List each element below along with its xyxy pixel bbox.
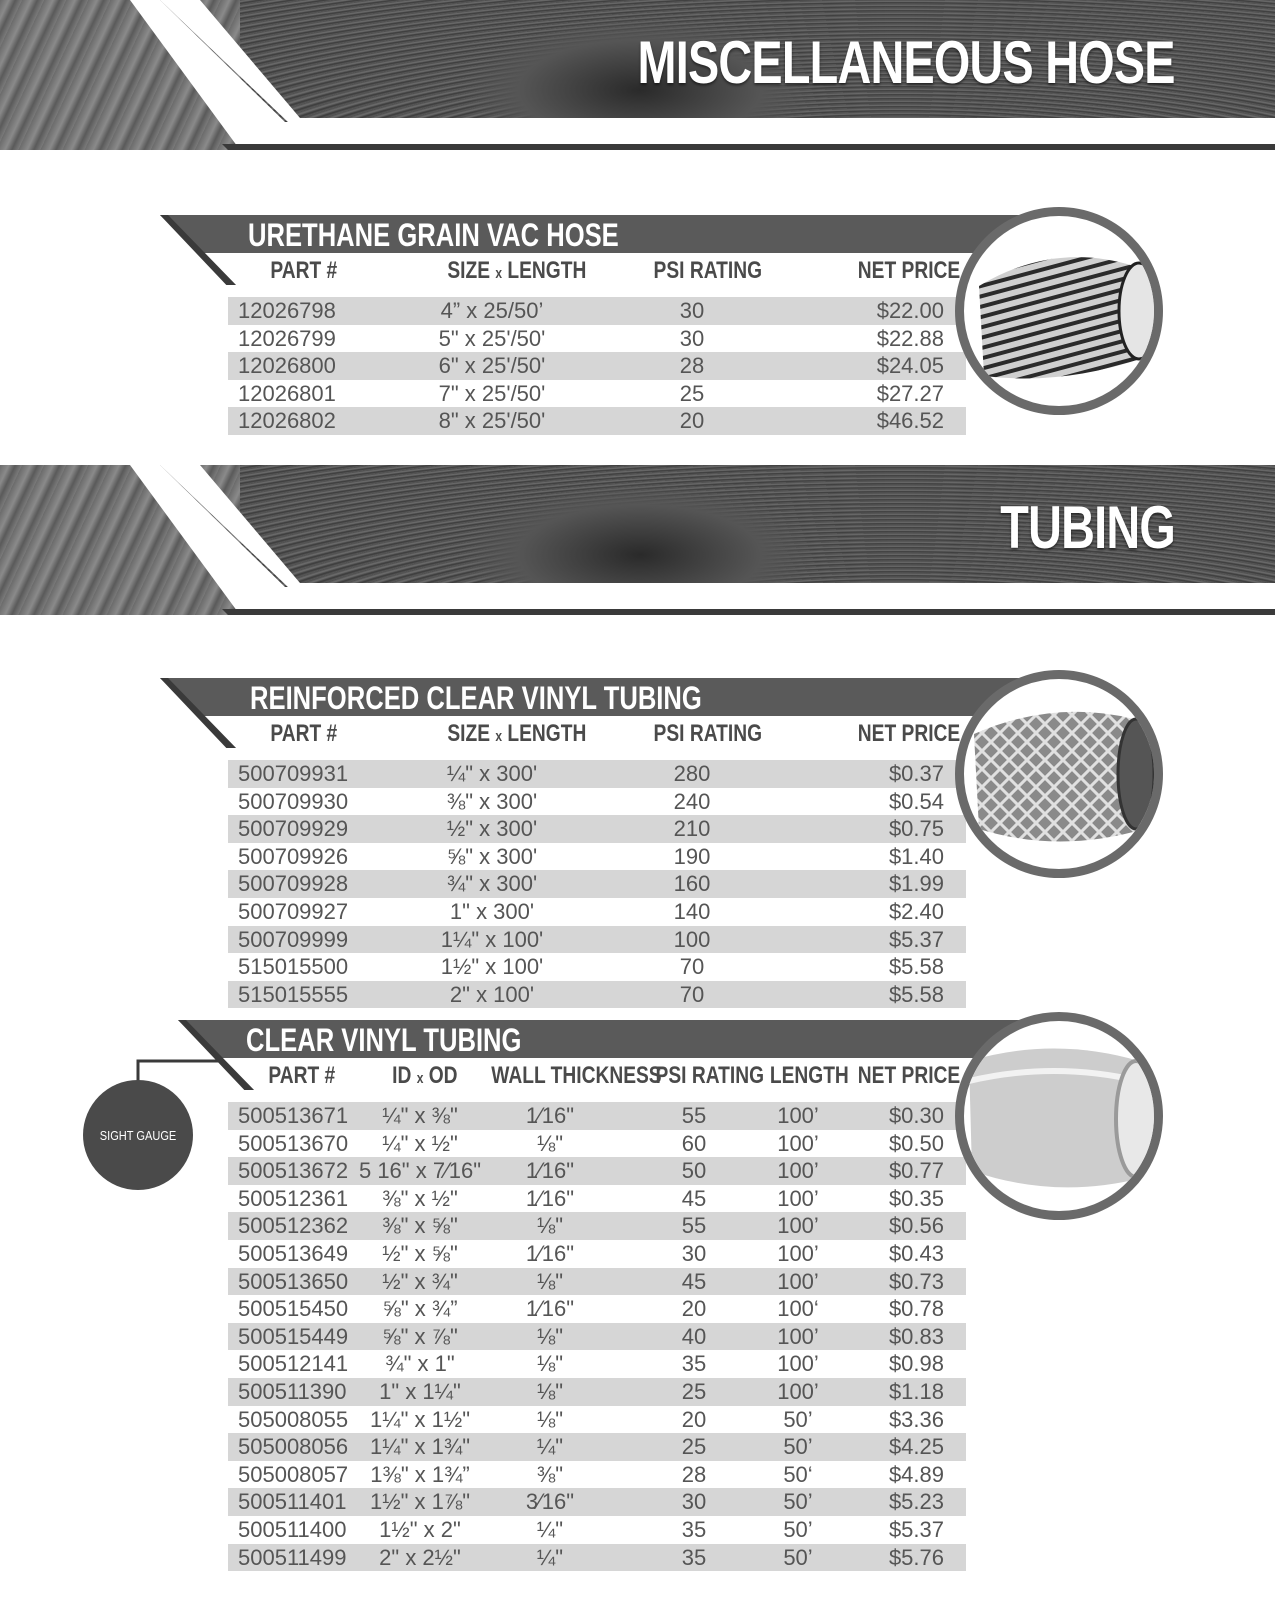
cell-psi: 210 <box>673 816 711 842</box>
cell-size: ⅝" x 300' <box>446 843 538 869</box>
cell-id-od: 1¼" x 1¾" <box>369 1434 471 1460</box>
section-title: CLEAR VINYL TUBING <box>246 1022 522 1058</box>
section-title: URETHANE GRAIN VAC HOSE <box>248 217 619 253</box>
cell-length: 50’ <box>783 1406 813 1432</box>
table-row <box>228 1350 966 1378</box>
header-price: NET PRICE <box>857 1062 961 1089</box>
header-price: NET PRICE <box>857 720 961 747</box>
cell-size: 1" x 300' <box>449 898 535 924</box>
cell-price: $1.99 <box>888 871 944 897</box>
cell-psi: 25 <box>679 380 705 406</box>
cell-part: 500709926 <box>238 843 349 869</box>
cell-price: $0.30 <box>888 1103 944 1128</box>
table-row <box>228 1488 966 1516</box>
cell-part: 500709929 <box>238 816 349 842</box>
cell-length: 100’ <box>777 1351 819 1377</box>
cell-price: $0.43 <box>888 1240 944 1266</box>
cell-price: $27.27 <box>876 380 944 406</box>
cell-size: 1½" x 100' <box>440 954 544 980</box>
cell-part: 500511400 <box>238 1516 347 1542</box>
cell-psi: 30 <box>681 1240 707 1266</box>
cell-price: $0.56 <box>888 1213 944 1239</box>
cell-psi: 240 <box>673 788 711 814</box>
cell-psi: 35 <box>681 1516 707 1542</box>
cell-length: 100’ <box>777 1158 819 1184</box>
cell-size: 6" x 25'/50' <box>438 353 546 379</box>
cell-length: 100’ <box>777 1103 819 1128</box>
cell-psi: 100 <box>673 926 711 952</box>
cell-price: $4.25 <box>888 1434 944 1460</box>
header-price: NET PRICE <box>857 257 961 284</box>
cell-id-od: 1¼" x 1½" <box>369 1406 471 1432</box>
cell-psi: 45 <box>681 1268 707 1294</box>
table-row <box>228 1323 966 1351</box>
cell-wall: ¼" <box>536 1544 564 1570</box>
table-row <box>228 1433 966 1461</box>
cell-length: 50’ <box>783 1489 813 1515</box>
cell-psi: 30 <box>679 325 705 351</box>
table-row <box>228 1185 966 1213</box>
table-row <box>228 981 966 1009</box>
table-row <box>228 1461 966 1489</box>
table-row <box>228 926 966 954</box>
cell-length: 50’ <box>783 1544 813 1570</box>
table-row <box>228 1102 966 1130</box>
cell-length: 50‘ <box>783 1461 813 1487</box>
cell-part: 12026802 <box>238 408 336 434</box>
cell-id-od: ½" x ¾" <box>382 1268 458 1294</box>
cell-part: 500709927 <box>238 898 349 924</box>
cell-wall: 1⁄16" <box>525 1240 575 1266</box>
cell-part: 505008056 <box>238 1434 349 1460</box>
table-row <box>228 1157 966 1185</box>
cell-part: 505008057 <box>238 1461 349 1487</box>
urethane-table <box>228 297 966 435</box>
cell-part: 500512361 <box>238 1185 349 1211</box>
table-row <box>228 815 966 843</box>
cell-psi: 28 <box>681 1461 707 1487</box>
cell-price: $22.00 <box>876 298 944 323</box>
cell-id-od: 1½" x 1⅞" <box>369 1489 471 1515</box>
cell-wall: ⅛" <box>536 1130 564 1156</box>
cell-price: $0.77 <box>888 1158 944 1184</box>
cell-price: $1.18 <box>888 1378 944 1404</box>
table-row <box>228 1130 966 1158</box>
cell-part: 500511390 <box>238 1378 347 1404</box>
cell-psi: 60 <box>681 1130 707 1156</box>
cell-id-od: ¼" x ⅜" <box>382 1103 458 1128</box>
table-row <box>228 1516 966 1544</box>
clear-tubing-photo <box>955 1012 1163 1220</box>
table-row <box>228 1240 966 1268</box>
braided-tubing-image <box>964 679 1154 869</box>
header-part: PART # <box>270 720 338 747</box>
cell-part: 500515449 <box>238 1323 349 1349</box>
cell-psi: 190 <box>673 843 711 869</box>
cell-length: 100’ <box>777 1323 819 1349</box>
cell-part: 500513670 <box>238 1130 349 1156</box>
cell-part: 500512362 <box>238 1213 349 1239</box>
cell-wall: ¼" <box>536 1516 564 1542</box>
cell-size: ⅜" x 300' <box>446 788 538 814</box>
table-row <box>228 843 966 871</box>
cell-wall: ¼" <box>536 1434 564 1460</box>
cell-part: 500709928 <box>238 871 349 897</box>
header-part: PART # <box>268 1062 336 1089</box>
cell-part: 12026800 <box>238 353 336 379</box>
cell-size: 8" x 25'/50' <box>438 408 546 434</box>
table-row <box>228 1406 966 1434</box>
cell-psi: 280 <box>673 761 711 786</box>
cell-length: 100‘ <box>777 1296 819 1322</box>
banner-title: TUBING <box>1000 494 1175 561</box>
cell-psi: 40 <box>681 1323 707 1349</box>
banner-title: MISCELLANEOUS HOSE <box>637 29 1175 96</box>
cell-size: 2" x 100' <box>449 981 535 1007</box>
cell-psi: 20 <box>679 408 705 434</box>
cell-wall: 1⁄16" <box>525 1158 575 1184</box>
cell-id-od: ⅝" x ⅞" <box>382 1323 458 1349</box>
table-row <box>228 788 966 816</box>
cell-size: ½" x 300' <box>446 816 538 842</box>
cell-wall: 1⁄16" <box>525 1296 575 1322</box>
cell-wall: ⅛" <box>536 1378 564 1404</box>
cell-id-od: 1½" x 2" <box>379 1516 461 1542</box>
sight-gauge-badge: SIGHT GAUGE <box>83 1080 193 1190</box>
cell-part: 12026801 <box>238 380 336 406</box>
section-title: REINFORCED CLEAR VINYL TUBING <box>250 680 702 716</box>
cell-length: 100’ <box>777 1378 819 1404</box>
cell-psi: 55 <box>681 1213 707 1239</box>
cell-id-od: ⅜" x ½" <box>382 1185 458 1211</box>
cell-psi: 35 <box>681 1351 707 1377</box>
cell-psi: 140 <box>673 898 711 924</box>
cell-psi: 30 <box>681 1489 707 1515</box>
cell-price: $0.73 <box>888 1268 944 1294</box>
cell-price: $0.37 <box>888 761 944 786</box>
cell-price: $24.05 <box>876 353 944 379</box>
table-row <box>228 898 966 926</box>
reinforced-table <box>228 760 966 1008</box>
cell-price: $0.98 <box>888 1351 944 1377</box>
table-row <box>228 1295 966 1323</box>
cell-price: $4.89 <box>888 1461 944 1487</box>
cell-psi: 30 <box>679 298 705 323</box>
cell-psi: 25 <box>681 1378 707 1404</box>
spiral-hose-image <box>964 216 1154 406</box>
cell-price: $5.76 <box>888 1544 944 1570</box>
cell-psi: 20 <box>681 1296 707 1322</box>
clear-table <box>228 1102 966 1571</box>
cell-price: $5.23 <box>888 1489 944 1515</box>
cell-length: 100’ <box>777 1268 819 1294</box>
cell-psi: 160 <box>673 871 711 897</box>
header-id-od: ID x OD <box>392 1062 458 1089</box>
cell-psi: 35 <box>681 1544 707 1570</box>
cell-id-od: 5 16" x 7⁄16" <box>358 1158 482 1184</box>
cell-psi: 70 <box>679 981 705 1007</box>
urethane-hose-photo <box>955 207 1163 415</box>
cell-wall: ⅛" <box>536 1268 564 1294</box>
cell-price: $0.83 <box>888 1323 944 1349</box>
table-row <box>228 760 966 788</box>
header-size-length: SIZE x LENGTH <box>447 720 587 747</box>
cell-id-od: ⅜" x ⅝" <box>382 1213 458 1239</box>
cell-psi: 50 <box>681 1158 707 1184</box>
cell-wall: ⅛" <box>536 1406 564 1432</box>
clear-tubing-image <box>964 1021 1154 1211</box>
cell-wall: 1⁄16" <box>525 1103 575 1128</box>
table-row <box>228 325 966 353</box>
cell-id-od: 2" x 2½" <box>379 1544 461 1570</box>
cell-part: 12026798 <box>238 298 336 323</box>
cell-psi: 28 <box>679 353 705 379</box>
cell-price: $3.36 <box>888 1406 944 1432</box>
cell-price: $5.58 <box>888 954 944 980</box>
cell-price: $46.52 <box>876 408 944 434</box>
header-psi: PSI RATING <box>653 720 763 747</box>
cell-wall: 3⁄16" <box>525 1489 575 1515</box>
table-row <box>228 297 966 325</box>
cell-wall: ⅜" <box>536 1461 564 1487</box>
banner-tubing <box>0 465 1275 615</box>
cell-wall: ⅛" <box>536 1213 564 1239</box>
table-row <box>228 352 966 380</box>
cell-id-od: 1⅜" x 1¾” <box>370 1461 470 1487</box>
table-row <box>228 407 966 435</box>
cell-wall: ⅛" <box>536 1351 564 1377</box>
cell-size: 7" x 25'/50' <box>438 380 546 406</box>
cell-size: ¾" x 300' <box>446 871 538 897</box>
header-psi: PSI RATING <box>655 1062 765 1089</box>
cell-price: $0.35 <box>888 1185 944 1211</box>
cell-length: 100’ <box>777 1213 819 1239</box>
cell-price: $5.37 <box>888 926 944 952</box>
cell-size: ¼" x 300' <box>446 761 538 786</box>
cell-size: 1¼" x 100' <box>440 926 544 952</box>
cell-size: 4” x 25/50’ <box>440 298 544 323</box>
table-row <box>228 1268 966 1296</box>
cell-part: 500511401 <box>238 1489 347 1515</box>
table-row <box>228 1212 966 1240</box>
cell-price: $0.75 <box>888 816 944 842</box>
cell-part: 500513650 <box>238 1268 349 1294</box>
cell-id-od: ⅝" x ¾” <box>382 1296 458 1322</box>
cell-part: 500709999 <box>238 926 349 952</box>
cell-psi: 55 <box>681 1103 707 1128</box>
cell-price: $5.58 <box>888 981 944 1007</box>
cell-price: $0.78 <box>888 1296 944 1322</box>
header-size-length: SIZE x LENGTH <box>447 257 587 284</box>
header-psi: PSI RATING <box>653 257 763 284</box>
cell-part: 500511499 <box>238 1544 347 1570</box>
cell-part: 12026799 <box>238 325 336 351</box>
cell-length: 100’ <box>777 1130 819 1156</box>
cell-length: 50’ <box>783 1434 813 1460</box>
cell-part: 500512141 <box>238 1351 349 1377</box>
cell-id-od: ¾" x 1" <box>385 1351 455 1377</box>
cell-length: 100’ <box>777 1185 819 1211</box>
header-part: PART # <box>270 257 338 284</box>
cell-part: 500515450 <box>238 1296 349 1322</box>
cell-psi: 25 <box>681 1434 707 1460</box>
table-row <box>228 870 966 898</box>
cell-price: $0.50 <box>888 1130 944 1156</box>
cell-part: 500513649 <box>238 1240 349 1266</box>
cell-price: $0.54 <box>888 788 944 814</box>
table-row <box>228 1378 966 1406</box>
cell-length: 50’ <box>783 1516 813 1542</box>
cell-part: 505008055 <box>238 1406 349 1432</box>
cell-wall: 1⁄16" <box>525 1185 575 1211</box>
header-wall: WALL THICKNESS <box>491 1062 662 1089</box>
cell-length: 100’ <box>777 1240 819 1266</box>
cell-psi: 70 <box>679 954 705 980</box>
cell-part: 500513672 <box>238 1158 349 1184</box>
cell-id-od: ½" x ⅝" <box>382 1240 458 1266</box>
banner-miscellaneous-hose <box>0 0 1275 150</box>
table-row <box>228 953 966 981</box>
cell-price: $1.40 <box>888 843 944 869</box>
cell-price: $22.88 <box>876 325 944 351</box>
cell-id-od: ¼" x ½" <box>382 1130 458 1156</box>
cell-id-od: 1" x 1¼" <box>379 1378 461 1404</box>
table-row <box>228 1544 966 1572</box>
cell-part: 500709930 <box>238 788 349 814</box>
cell-part: 500709931 <box>238 761 349 786</box>
header-length: LENGTH <box>769 1062 849 1089</box>
cell-psi: 20 <box>681 1406 707 1432</box>
table-row <box>228 380 966 408</box>
reinforced-tubing-photo <box>955 670 1163 878</box>
cell-part: 500513671 <box>238 1103 349 1128</box>
cell-price: $5.37 <box>888 1516 944 1542</box>
cell-psi: 45 <box>681 1185 707 1211</box>
cell-size: 5" x 25'/50' <box>438 325 546 351</box>
cell-part: 515015500 <box>238 954 349 980</box>
cell-price: $2.40 <box>888 898 944 924</box>
cell-part: 515015555 <box>238 981 349 1007</box>
cell-wall: ⅛" <box>536 1323 564 1349</box>
